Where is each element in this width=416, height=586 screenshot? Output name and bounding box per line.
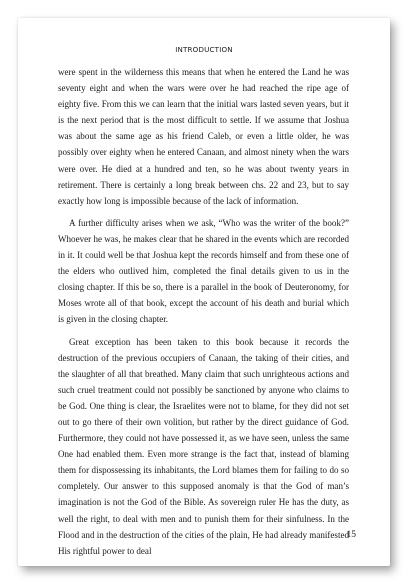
- running-head: INTRODUCTION: [175, 45, 233, 54]
- paragraph-3: Great exception has been taken to this book because it records the destruction of the previous occupiers of Canaan, the taking of their cities, and the slaughter of all that breathed. Many claim that such unrighteous actions and such cruel treatment could not possibly be sanctioned by anyone who claims to be God. One thing is clear, the Israelites were not to blame, for they did not set out to go there of their own volition, but rather by the direct guidance of God. Furthermore, they could not have possessed it, as we have seen, unless the same One had enabled them. Even more strange is the fact that, instead of blaming them for dispossessing its inhabitants, the Lord blames them for failing to do so completely. Our answer to this supposed anomaly is that the God of man’s imagination is not the God of the Bible. As sovereign ruler He has the duty, as well the right, to deal with men and to punish them for their sinfulness. In the Flood and in the destruction of the cities of the plain, He had already manifested His rightful power to deal: [58, 336, 349, 556]
- book-page: [18, 18, 390, 566]
- paragraph-2: A further difficulty arises when we ask, “Who was the writer of the book?” Whoever he was, he makes clear that he shared in the events which are recorded in it. It could well be that Joshua kept the records himself and from these one of the elders who outlived him, completed the final details given to us in the closing chapter. If this be so, there is a parallel in the book of Deuteronomy, for Moses wrote all of that book, except the account of his death and burial which is given in the closing chapter.: [58, 217, 349, 325]
- body-text: [58, 64, 349, 565]
- page-number: 15: [346, 530, 356, 540]
- paragraph-1: were spent in the wilderness this means that when he entered the Land he was seventy eight and when the wars were over he had reached the ripe age of eighty five. From this we can learn that the initial wars lasted seven years, but it is the next period that is the most difficult to settle. If we assume that Joshua was about the same age as his friend Caleb, or even a little older, he was possibly over eighty when he entered Canaan, and almost ninety when the wars were over. He died at a hundred and ten, so he was about twenty years in retirement. There is certainly a long break between chs. 22 and 23, but to say exactly how long is impossible because of the lack of information.: [58, 67, 349, 206]
